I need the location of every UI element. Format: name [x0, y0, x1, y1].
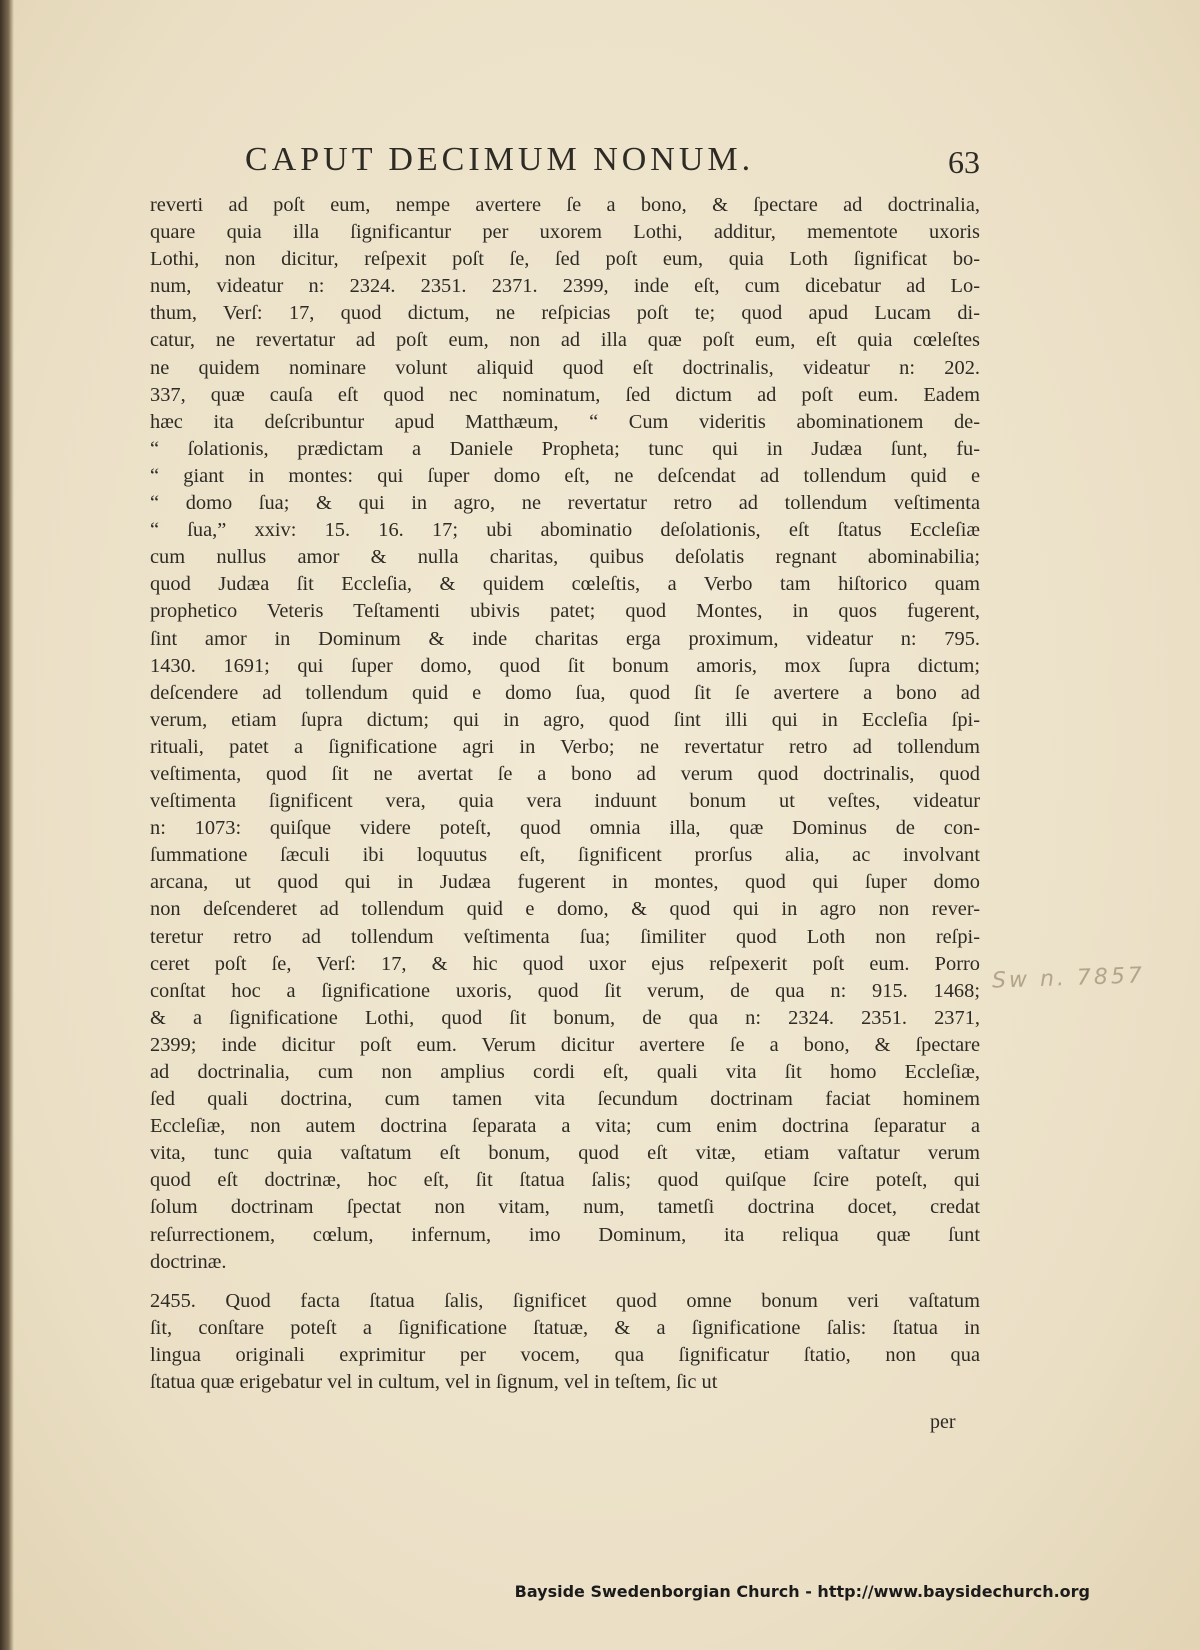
running-header [150, 140, 980, 180]
text-line: “ ſua,” xxiv: 15. 16. 17; ubi abominatio deſolationis, eſt ſtatus Eccleſiæ [150, 519, 980, 542]
text-line: quare quia illa ſignificantur per uxorem Lothi, additur, mementote uxoris [150, 221, 980, 244]
text-line: 1430. 1691; qui ſuper domo, quod ſit bonum amoris, mox ſupra dictum; [150, 654, 980, 677]
text-line: ad doctrinalia, cum non amplius cordi eſt, quali vita ſit homo Eccleſiæ, [150, 1061, 980, 1083]
text-line: vita, tunc quia vaſtatum eſt bonum, quod eſt vitæ, etiam vaſtatur verum [150, 1142, 980, 1165]
catchword: per [930, 1411, 956, 1433]
text-line: quod Judæa ſit Eccleſia, & quidem cœleſtis, a Verbo tam hiſtorico quam [150, 573, 980, 596]
text-line: “ domo ſua; & qui in agro, ne revertatur retro ad tollendum veſtimenta [150, 492, 980, 515]
text-line: reſurrectionem, cœlum, infernum, imo Dominum, ita reliqua quæ ſunt [150, 1223, 980, 1246]
text-line: arcana, ut quod qui in Judæa fugerent in montes, quod qui ſuper domo [150, 871, 980, 894]
text-line: 2455. Quod facta ſtatua ſalis, ſignificet quod omne bonum veri vaſtatum [150, 1289, 980, 1312]
text-line: ſit, conſtare poteſt a ſignificatione ſtatuæ, & a ſignificatione ſalis: ſtatua in [150, 1316, 980, 1339]
footer-credit: Bayside Swedenborgian Church - http://www.baysidechurch.org [514, 1582, 1090, 1601]
text-line: ſint amor in Dominum & inde charitas erga proximum, videatur n: 795. [150, 627, 980, 650]
text-line: doctrinæ. [150, 1250, 227, 1273]
body-text [150, 192, 980, 1396]
text-line: verum, etiam ſupra dictum; qui in agro, quod ſint illi qui in Eccleſia ſpi- [150, 708, 980, 731]
text-line: veſtimenta ſignificent vera, quia vera induunt bonum ut veſtes, videatur [150, 790, 980, 813]
text-line: thum, Verſ: 17, quod dictum, ne reſpicias poſt te; quod apud Lucam di- [150, 302, 980, 325]
text-line: ſtatua quæ erigebatur vel in cultum, vel in ſignum, vel in teſtem, ſic ut [150, 1371, 718, 1394]
page-number: 63 [948, 144, 980, 180]
text-line: non deſcenderet ad tollendum quid e domo, & quod qui in agro non rever- [150, 898, 980, 921]
text-line: prophetico Veteris Teſtamenti ubivis patet; quod Montes, in quos fugerent, [150, 600, 980, 623]
text-line: n: 1073: quiſque videre poteſt, quod omnia illa, quæ Dominus de con- [150, 817, 980, 840]
text-line: Lothi, non dicitur, reſpexit poſt ſe, ſed poſt eum, quia Loth ſignificat bo- [150, 248, 980, 271]
text-line: veſtimenta, quod ſit ne avertat ſe a bono ad verum quod doctrinalis, quod [150, 762, 980, 785]
text-line: cum nullus amor & nulla charitas, quibus deſolatis regnant abominabilia; [150, 546, 980, 569]
text-line: 2399; inde dicitur poſt eum. Verum dicitur avertere ſe a bono, & ſpectare [150, 1033, 980, 1056]
text-line: reverti ad poſt eum, nempe avertere ſe a bono, & ſpectare ad doctrinalia, [150, 194, 980, 216]
text-line: “ giant in montes: qui ſuper domo eſt, ne deſcendat ad tollendum quid e [150, 464, 980, 487]
text-line: teretur retro ad tollendum veſtimenta ſua; ſimiliter quod Loth non reſpi- [150, 925, 980, 948]
text-line: catur, ne revertatur ad poſt eum, non ad illa quæ poſt eum, eſt quia cœleſtes [150, 329, 980, 352]
text-line: ne quidem nominare volunt aliquid quod eſt doctrinalis, videatur n: 202. [150, 356, 980, 379]
text-line: lingua originali exprimitur per vocem, qua ſignificatur ſtatio, non qua [150, 1343, 980, 1366]
paragraph-main [150, 192, 980, 1276]
running-title: CAPUT DECIMUM NONUM. [245, 141, 755, 178]
text-line: ceret poſt ſe, Verſ: 17, & hic quod uxor ejus reſpexerit poſt eum. Porro [150, 952, 980, 975]
paragraph-2455 [150, 1288, 980, 1396]
text-line: rituali, patet a ſignificatione agri in Verbo; ne revertatur retro ad tollendum [150, 735, 980, 758]
text-line: ſummatione ſæculi ibi loquutus eſt, ſignificent prorſus alia, ac involvant [150, 844, 980, 867]
text-line: conſtat hoc a ſignificatione uxoris, quod ſit verum, de qua n: 915. 1468; [150, 979, 980, 1002]
text-line: & a ſignificatione Lothi, quod ſit bonum, de qua n: 2324. 2351. 2371, [150, 1006, 980, 1029]
text-line: hæc ita deſcribuntur apud Matthæum, “ Cum videritis abominationem de- [150, 410, 980, 433]
text-line: 337, quæ cauſa eſt quod nec nominatum, ſed dictum ad poſt eum. Eadem [150, 383, 980, 406]
page-spine-shadow [0, 0, 14, 1650]
text-line: num, videatur n: 2324. 2351. 2371. 2399, inde eſt, cum dicebatur ad Lo- [150, 275, 980, 298]
text-line: deſcendere ad tollendum quid e domo ſua, quod ſit ſe avertere a bono ad [150, 681, 980, 704]
text-line: ſed quali doctrina, cum tamen vita ſecundum doctrinam faciat hominem [150, 1088, 980, 1111]
margin-annotation: Sw n. 7857 [991, 963, 1146, 994]
text-line: Eccleſiæ, non autem doctrina ſeparata a vita; cum enim doctrina ſeparatur a [150, 1115, 980, 1138]
text-line: quod eſt doctrinæ, hoc eſt, ſit ſtatua ſalis; quod quiſque ſcire poteſt, qui [150, 1169, 980, 1192]
text-line: “ ſolationis, prædictam a Daniele Propheta; tunc qui in Judæa ſunt, fu- [150, 437, 980, 460]
text-line: ſolum doctrinam ſpectat non vitam, num, tametſi doctrina docet, credat [150, 1196, 980, 1219]
